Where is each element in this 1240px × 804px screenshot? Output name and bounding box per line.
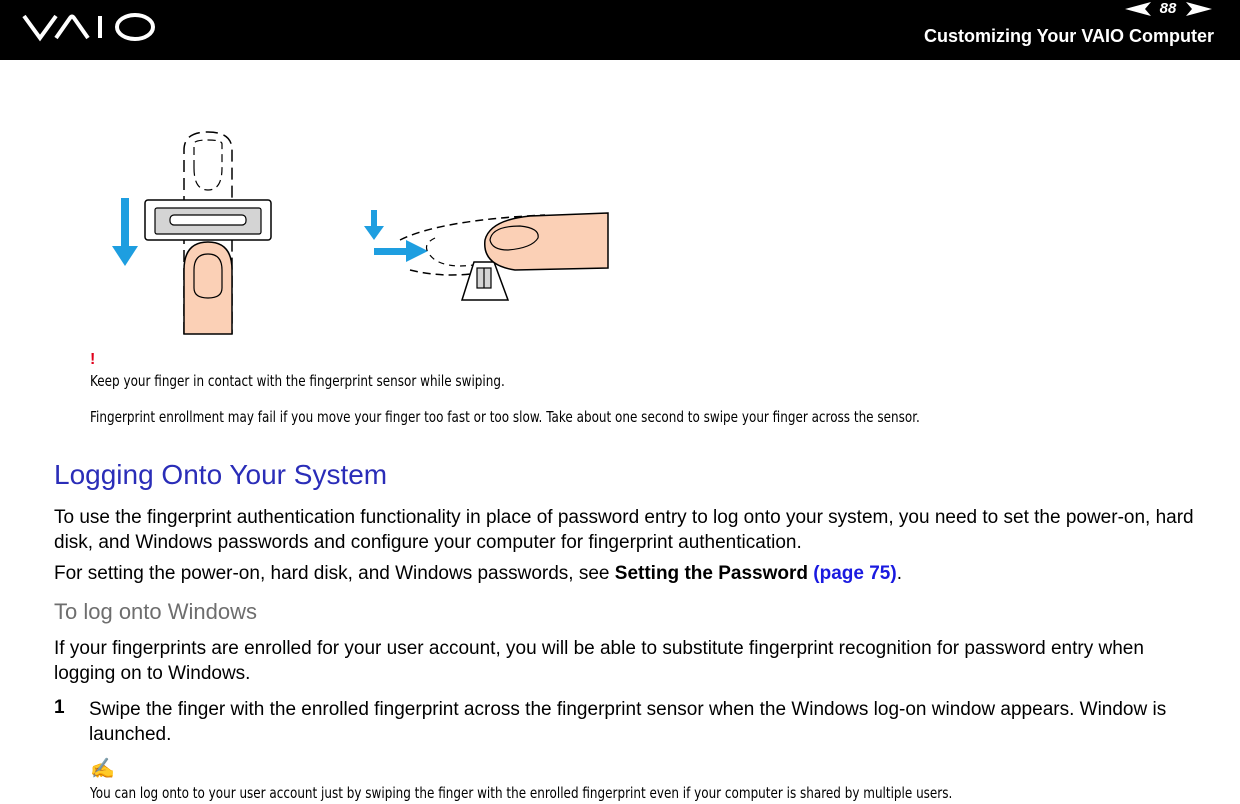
next-page-arrow-icon[interactable] bbox=[1186, 2, 1212, 16]
note-pen-icon: ✍ bbox=[90, 758, 115, 780]
password-paragraph-text: For setting the power-on, hard disk, and Windows passwords, see bbox=[54, 563, 615, 584]
setting-password-reference: Setting the Password bbox=[614, 563, 808, 584]
previous-page-arrow-icon[interactable] bbox=[1125, 2, 1151, 16]
intro-paragraph: To use the fingerprint authentication functionality in place of password entry to log onto your system, you need to set the power-on, hard disk, and Windows passwords and configure your computer for fingerprint authentication. bbox=[54, 507, 1194, 553]
step-text: Swipe the finger with the enrolled fingerprint across the fingerprint sensor when the Windows log-on window appears. Window is launched. bbox=[89, 699, 1167, 745]
caution-detail-text: Fingerprint enrollment may fail if you move your finger too fast or too slow. Take about one second to swipe your finger across the sensor. bbox=[90, 408, 920, 426]
vaio-logo bbox=[22, 10, 157, 44]
step-number: 1 bbox=[54, 697, 65, 718]
page-header bbox=[0, 0, 1240, 60]
subsection-heading: To log onto Windows bbox=[54, 599, 257, 624]
caution-text: Keep your finger in contact with the fingerprint sensor while swiping. bbox=[90, 372, 505, 390]
swipe-arrow-icon bbox=[364, 210, 428, 262]
caution-icon: ! bbox=[90, 351, 96, 368]
fingerprint-swipe-illustration bbox=[100, 120, 620, 340]
section-heading: Logging Onto Your System bbox=[54, 459, 388, 490]
note-text: You can log onto to your user account just by swiping the finger with the enrolled fingerprint even if your computer is shared by multiple users. bbox=[90, 784, 953, 802]
period: . bbox=[896, 563, 902, 584]
page-75-link[interactable]: (page 75) bbox=[813, 563, 897, 584]
section-title: Customizing Your VAIO Computer bbox=[923, 26, 1214, 46]
windows-logon-paragraph: If your fingerprints are enrolled for your user account, you will be able to substitute fingerprint recognition for password entry when logging on to Windows. bbox=[54, 638, 1144, 684]
page-number: 88 bbox=[1159, 0, 1177, 17]
password-paragraph bbox=[54, 561, 1204, 586]
down-arrow-icon bbox=[112, 198, 138, 266]
